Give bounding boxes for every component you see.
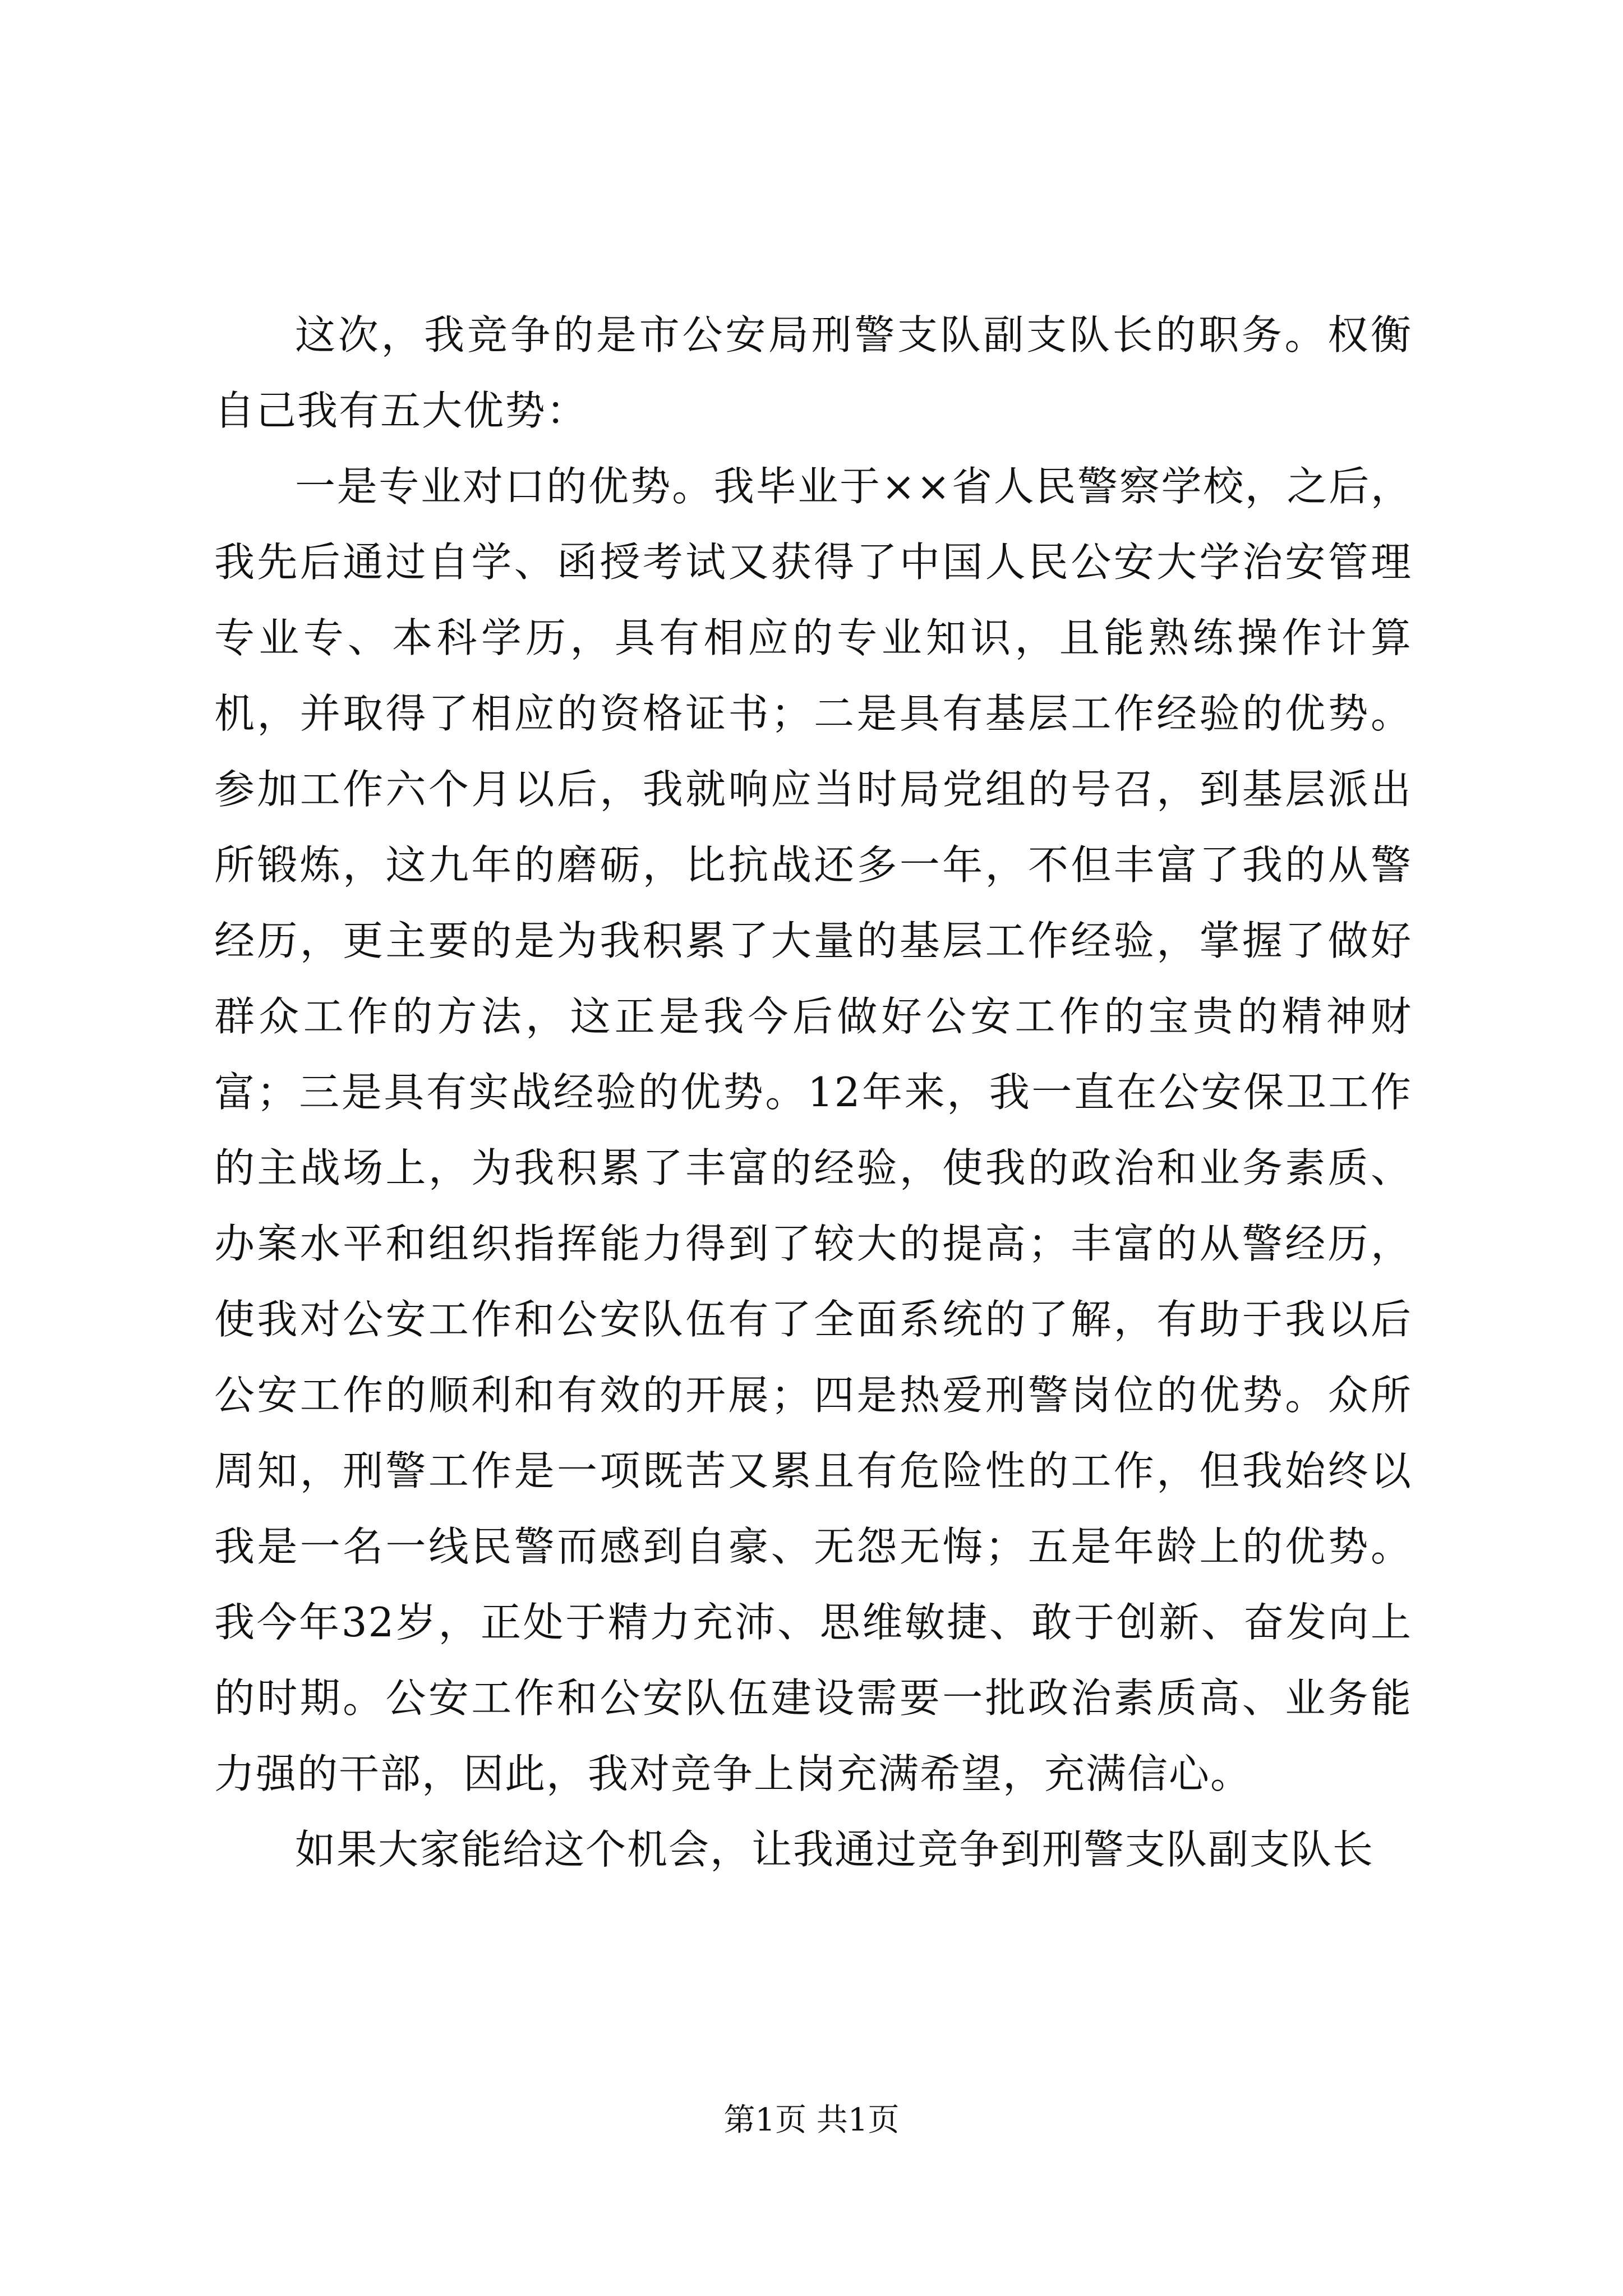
paragraph-closing: 如果大家能给这个机会，让我通过竞争到刑警支队副支队长: [295, 1826, 1375, 1873]
paragraph-intro: 这次，我竞争的是市公安局刑警支队副支队长的职务。权衡自己我有五大优势：: [214, 311, 1412, 434]
paragraph-advantages: 一是专业对口的优势。我毕业于××省人民警察学校，之后，我先后通过自学、函授考试又获得了中国人民公安大学治安管理专业专、本科学历，具有相应的专业知识，且能熟练操作计算机，并取得了相应的资格证书；二是具有基层工作经验的优势。参加工作六个月以后，我就响应当时局党组的号召，到基层派出所锻炼，这九年的磨砺，比抗战还多一年，不但丰富了我的从警经历，更主要的是为我积累了大量的基层工作经验，掌握了做好群众工作的方法，这正是我今后做好公安工作的宝贵的精神财富；三是具有实战经验的优势。12年来，我一直在公安保卫工作的主战场上，为我积累了丰富的经验，使我的政治和业务素质、办案水平和组织指挥能力得到了较大的提高；丰富的从警经历，使我对公安工作和公安队伍有了全面系统的了解，有助于我以后公安工作的顺利和有效的开展；四是热爱刑警岗位的优势。众所周知，刑警工作是一项既苦又累且有危险性的工作，但我始终以我是一名一线民警而感到自豪、无怨无悔；五是年龄上的优势。我今年32岁，正处于精力充沛、思维敏捷、敢于创新、奋发向上的时期。公安工作和公安队伍建设需要一批政治素质高、业务能力强的干部，因此，我对竞争上岗充满希望，充满信心。: [214, 463, 1412, 1797]
document-body: [214, 297, 1412, 1888]
page-footer: 第1页 共1页: [723, 2102, 900, 2138]
